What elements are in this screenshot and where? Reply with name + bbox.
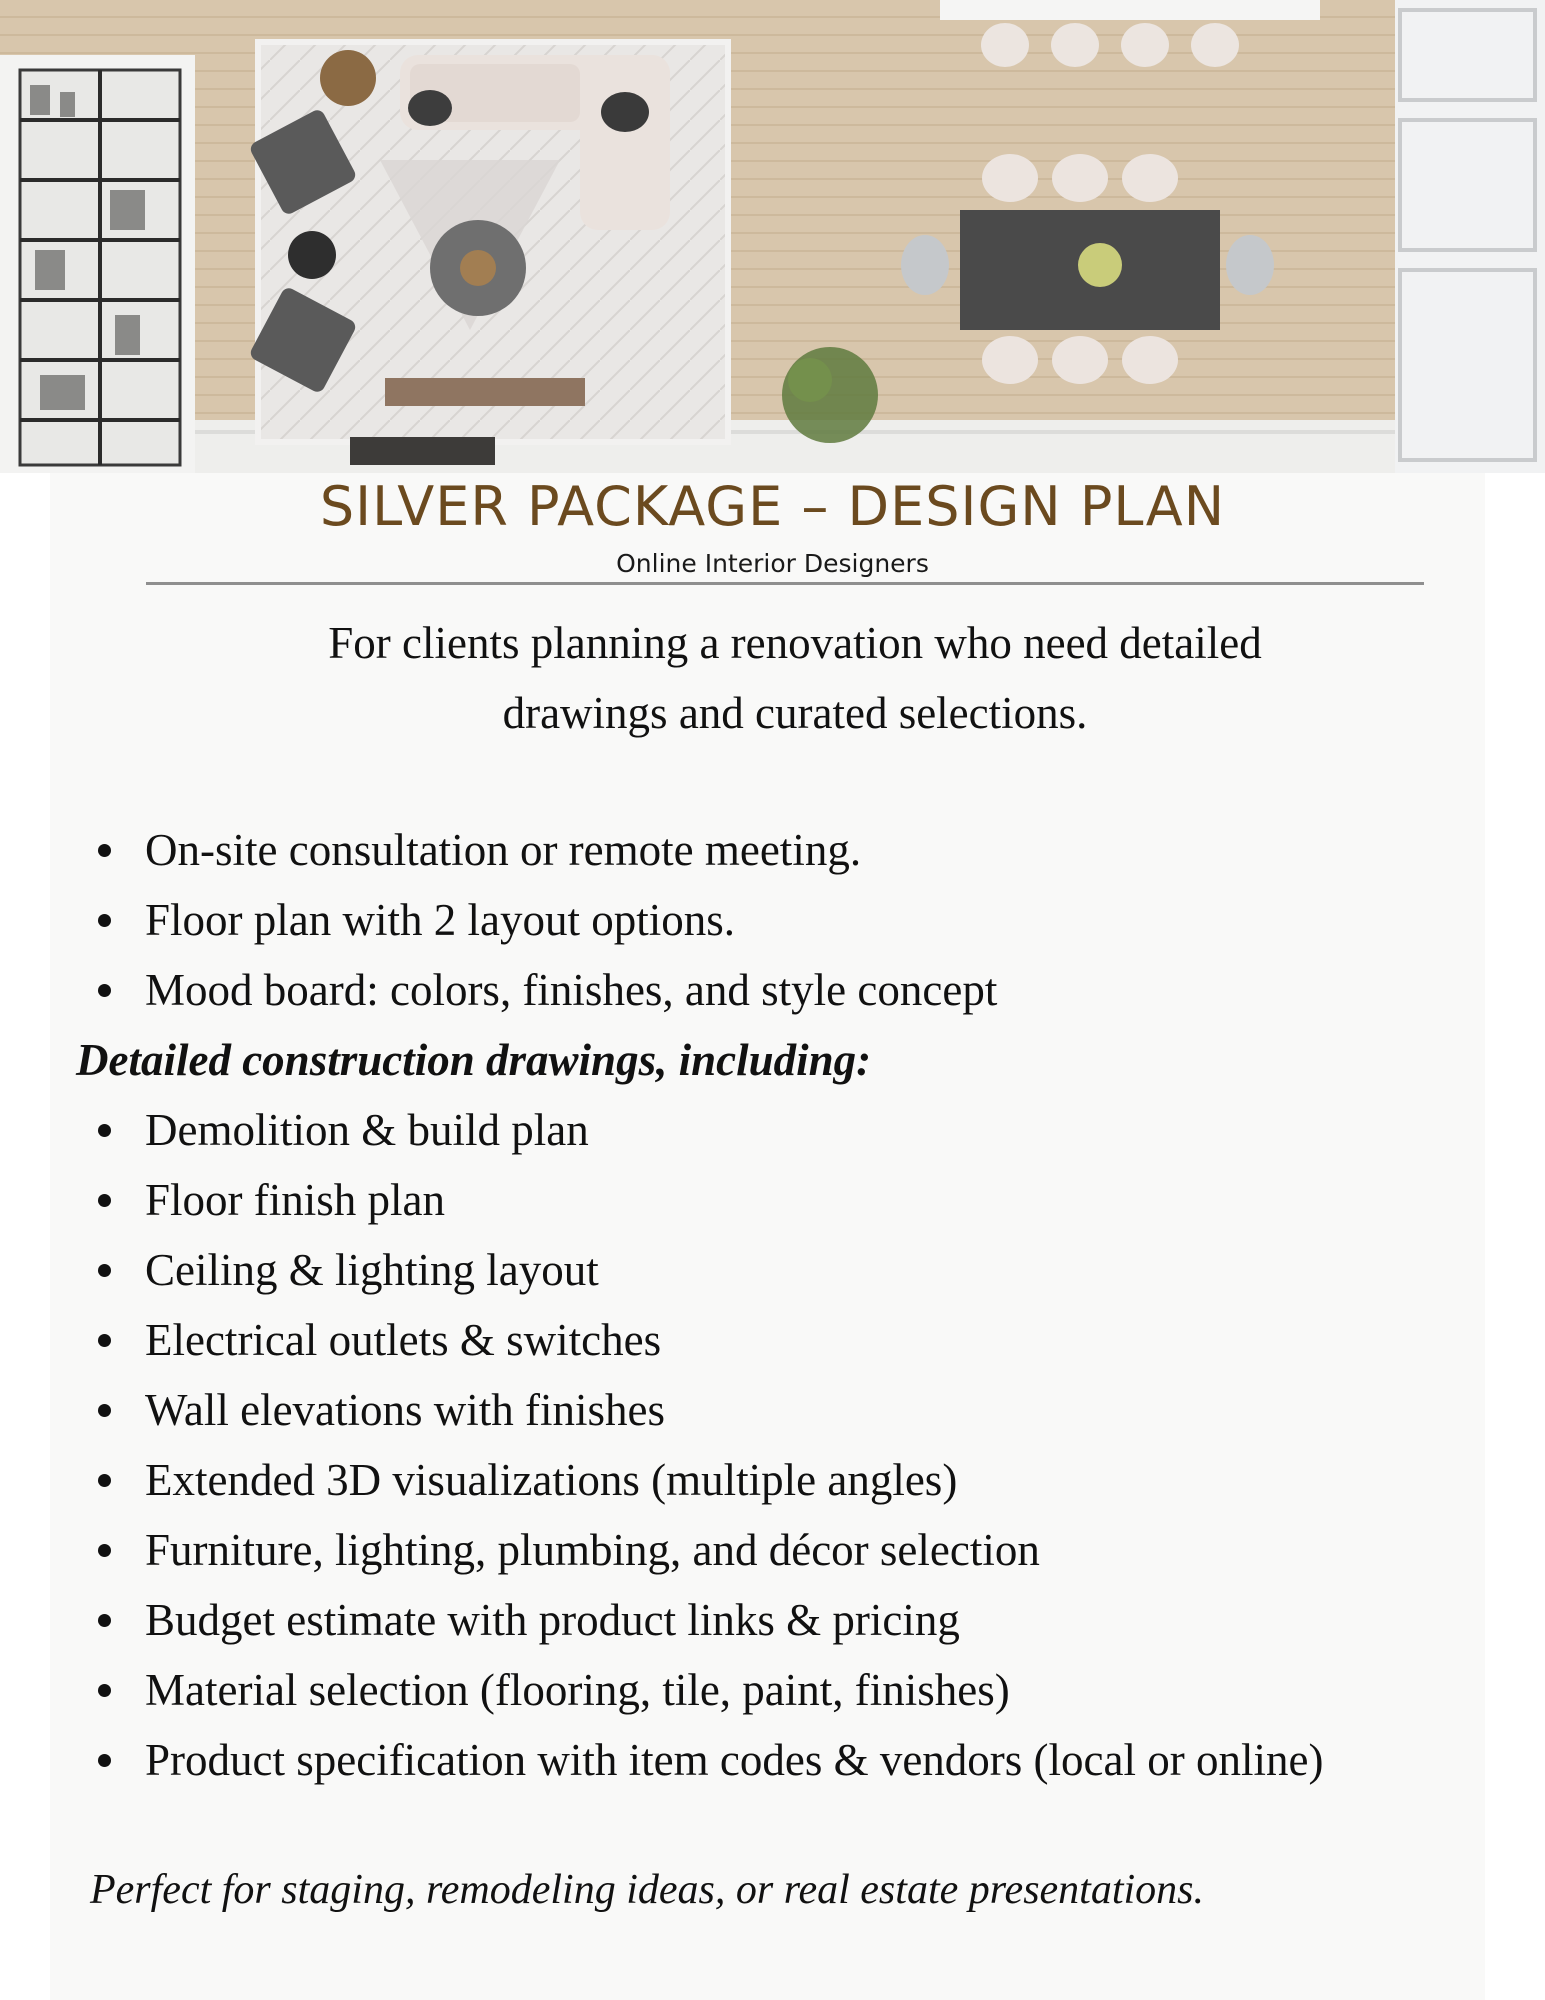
intro-paragraph <box>200 608 1390 748</box>
page-title: SILVER PACKAGE – DESIGN PLAN <box>319 475 1226 538</box>
list-item-text: Demolition & build plan <box>145 1105 589 1155</box>
section-heading: Detailed construction drawings, including: <box>76 1035 872 1085</box>
bullet-icon <box>98 1684 111 1697</box>
bullet-icon <box>98 914 111 927</box>
bullet-icon <box>98 1754 111 1767</box>
title-divider <box>146 582 1424 585</box>
list-item-text: Electrical outlets & switches <box>145 1315 662 1365</box>
list-item-text: Ceiling & lighting layout <box>145 1245 599 1295</box>
footer-tagline: Perfect for staging, remodeling ideas, or real estate presentations. <box>90 1867 1205 1913</box>
bullet-icon <box>98 844 111 857</box>
list-item-text: Wall elevations with finishes <box>145 1385 666 1435</box>
intro-line-1: For clients planning a renovation who need detailed <box>328 618 1262 668</box>
bullet-icon <box>98 984 111 997</box>
page-subtitle: Online Interior Designers <box>616 549 929 578</box>
bullet-icon <box>98 1124 111 1137</box>
list-item-text: On-site consultation or remote meeting. <box>145 825 862 875</box>
list-item-text: Material selection (flooring, tile, paint, finishes) <box>145 1665 1010 1715</box>
intro-line-2: drawings and curated selections. <box>502 688 1088 738</box>
list-item-text: Floor plan with 2 layout options. <box>145 895 735 945</box>
list-item-text: Budget estimate with product links & pricing <box>145 1595 960 1645</box>
list-item-text: Furniture, lighting, plumbing, and décor selection <box>145 1525 1040 1575</box>
list-item-text: Mood board: colors, finishes, and style concept <box>145 965 998 1015</box>
list-item-text: Product specification with item codes & vendors (local or online) <box>145 1735 1324 1785</box>
bullet-icon <box>98 1194 111 1207</box>
hero-floor-plan-image <box>0 0 1545 473</box>
bullet-icon <box>98 1334 111 1347</box>
list-item-text: Floor finish plan <box>145 1175 445 1225</box>
list-item-text: Extended 3D visualizations (multiple angles) <box>145 1455 958 1505</box>
bullet-icon <box>98 1474 111 1487</box>
bullet-icon <box>98 1404 111 1417</box>
bullet-icon <box>98 1614 111 1627</box>
bullet-icon <box>98 1544 111 1557</box>
bullet-icon <box>98 1264 111 1277</box>
